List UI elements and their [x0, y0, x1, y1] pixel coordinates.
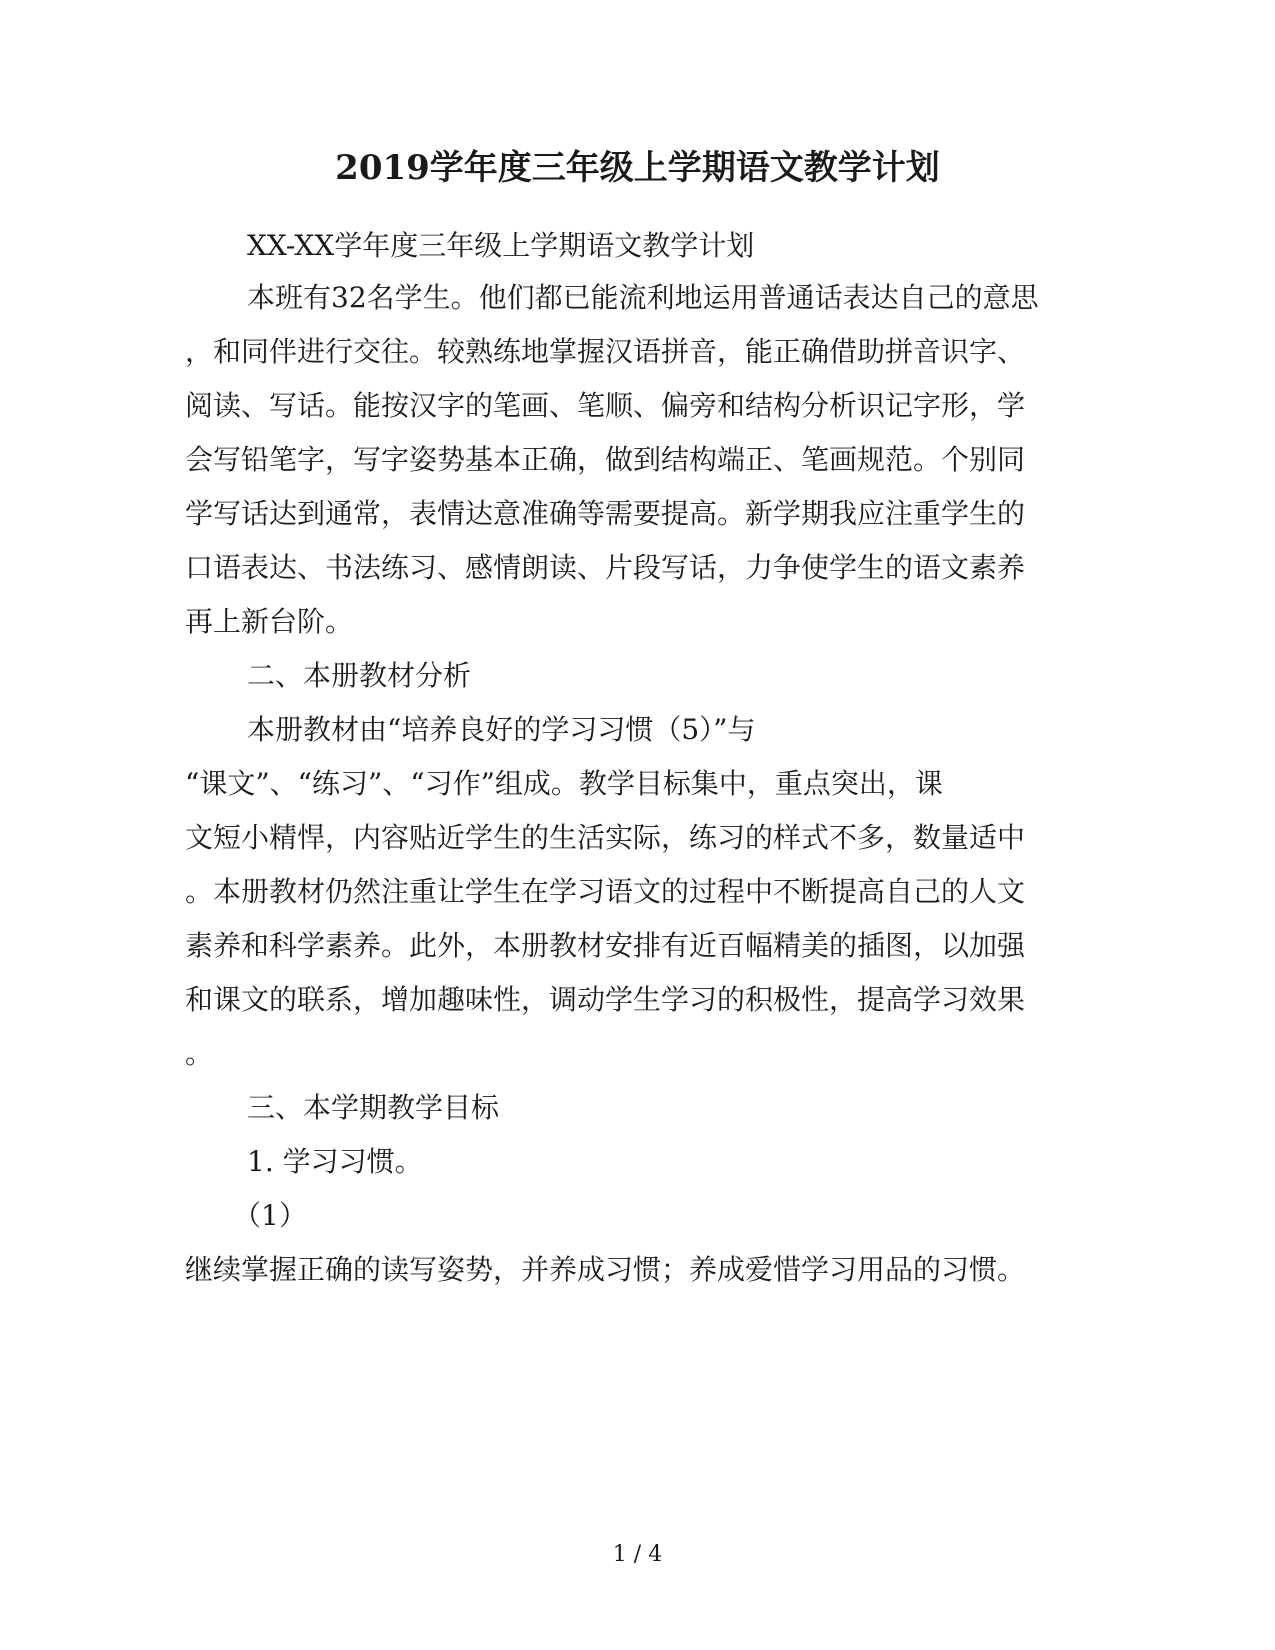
item-number: （1）: [233, 1199, 307, 1232]
paragraph-line: 继续掌握正确的读写姿势，并养成习惯；养成爱惜学习用品的习惯。: [185, 1253, 1026, 1286]
paragraph-line: 。: [185, 1037, 214, 1070]
paragraph-line: 本班有32名学生。他们都已能流利地运用普通话表达自己的意思: [247, 281, 1039, 314]
paragraph-line: ，和同伴进行交往。较熟练地掌握汉语拼音，能正确借助拼音识字、: [185, 335, 1026, 368]
paragraph-line: 口语表达、书法练习、感情朗读、片段写话，力争使学生的语文素养: [185, 551, 1026, 584]
page-number: 1 / 4: [612, 1542, 663, 1567]
section-heading: 三、本学期教学目标: [247, 1091, 500, 1124]
paragraph-line: 。本册教材仍然注重让学生在学习语文的过程中不断提高自己的人文: [185, 875, 1026, 908]
paragraph-line: 会写铅笔字，写字姿势基本正确，做到结构端正、笔画规范。个别同: [185, 443, 1026, 476]
paragraph-line: 再上新台阶。: [185, 605, 354, 638]
paragraph-line: 阅读、写话。能按汉字的笔画、笔顺、偏旁和结构分析识记字形，学: [185, 389, 1026, 422]
paragraph-line: 文短小精悍，内容贴近学生的生活实际，练习的样式不多，数量适中: [185, 821, 1026, 854]
paragraph-line: 本册教材由“培养良好的学习习惯（5）”与: [247, 713, 756, 746]
subtitle-line: XX-XX学年度三年级上学期语文教学计划: [247, 229, 755, 262]
paragraph-line: 和课文的联系，增加趣味性，调动学生学习的积极性，提高学习效果: [185, 983, 1026, 1016]
paragraph-line: 学写话达到通常，表情达意准确等需要提高。新学期我应注重学生的: [185, 497, 1026, 530]
paragraph-line: “课文”、“练习”、“习作”组成。教学目标集中，重点突出，课: [185, 767, 943, 800]
document-title: 2019学年度三年级上学期语文教学计划: [335, 148, 940, 188]
section-heading: 二、本册教材分析: [247, 659, 472, 692]
subsection-heading: 1. 学习习惯。: [247, 1145, 423, 1178]
paragraph-line: 素养和科学素养。此外，本册教材安排有近百幅精美的插图，以加强: [185, 929, 1026, 962]
